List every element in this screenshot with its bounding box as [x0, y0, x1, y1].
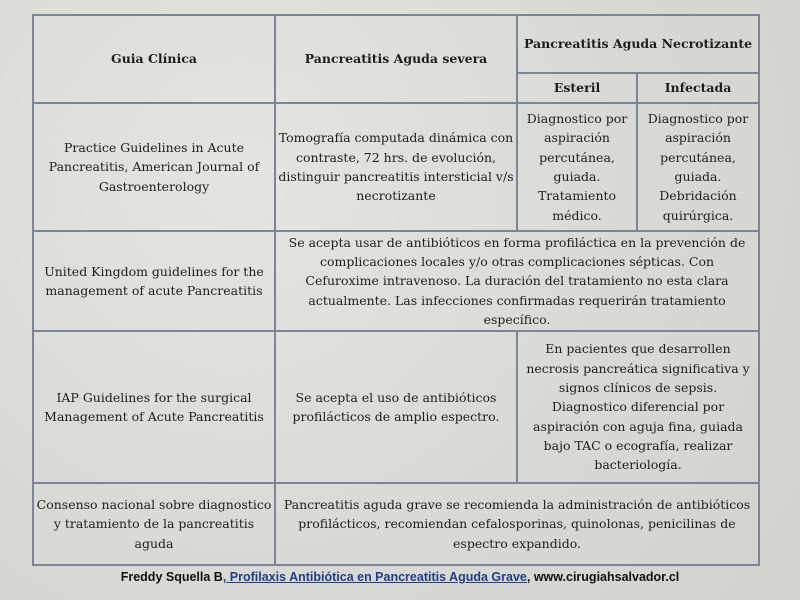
footer-author: Freddy Squella B [120, 570, 223, 584]
row2-merged: Se acepta usar de antibióticos en forma profiláctica en la prevención de complicaciones locales y/o otras complicaciones sépticas. Con Cefuroxime intravenoso. La duración del tratamiento no esta clara actualmente. Las infecciones confirmadas requerirán tratamiento específico. [275, 231, 759, 331]
table-row [33, 331, 759, 483]
table-row [33, 103, 759, 231]
header-infected: Infectada [637, 73, 759, 103]
header-severe: Pancreatitis Aguda severa [275, 15, 517, 103]
header-row [33, 15, 759, 73]
row2-guide: United Kingdom guidelines for the management of acute Pancreatitis [33, 231, 275, 331]
row1-severe: Tomografía computada dinámica con contraste, 72 hrs. de evolución, distinguir pancreatitis intersticial v/s necrotizante [275, 103, 517, 231]
footer-site[interactable]: www.cirugiahsalvador.cl [530, 570, 680, 584]
table-row [33, 483, 759, 565]
guidelines-table [32, 14, 760, 566]
row3-severe: Se acepta el uso de antibióticos profilácticos de amplio espectro. [275, 331, 517, 483]
row1-sterile: Diagnostico por aspiración percutánea, guiada. Tratamiento médico. [517, 103, 637, 231]
header-necrotizing: Pancreatitis Aguda Necrotizante [517, 15, 759, 73]
table-row [33, 231, 759, 331]
header-sterile: Esteril [517, 73, 637, 103]
footer-comma-2: , [526, 570, 531, 584]
footer-comma-1: , [222, 570, 227, 584]
citation-footer [0, 570, 800, 584]
footer-article-link[interactable]: Profilaxis Antibiótica en Pancreatitis Aguda Grave [226, 570, 527, 584]
row3-necrotizing: En pacientes que desarrollen necrosis pancreática significativa y signos clínicos de sepsis. Diagnostico diferencial por aspiración con aguja fina, guiada bajo TAC o ecografía, realizar bacteriología. [517, 331, 759, 483]
row4-merged: Pancreatitis aguda grave se recomienda la administración de antibióticos profilácticos, recomiendan cefalosporinas, quinolonas, penicilinas de espectro expandido. [275, 483, 759, 565]
row1-infected: Diagnostico por aspiración percutánea, guiada. Debridación quirúrgica. [637, 103, 759, 231]
row3-guide: IAP Guidelines for the surgical Management of Acute Pancreatitis [33, 331, 275, 483]
row1-guide: Practice Guidelines in Acute Pancreatitis, American Journal of Gastroenterology [33, 103, 275, 231]
header-guide: Guia Clínica [33, 15, 275, 103]
row4-guide: Consenso nacional sobre diagnostico y tratamiento de la pancreatitis aguda [33, 483, 275, 565]
